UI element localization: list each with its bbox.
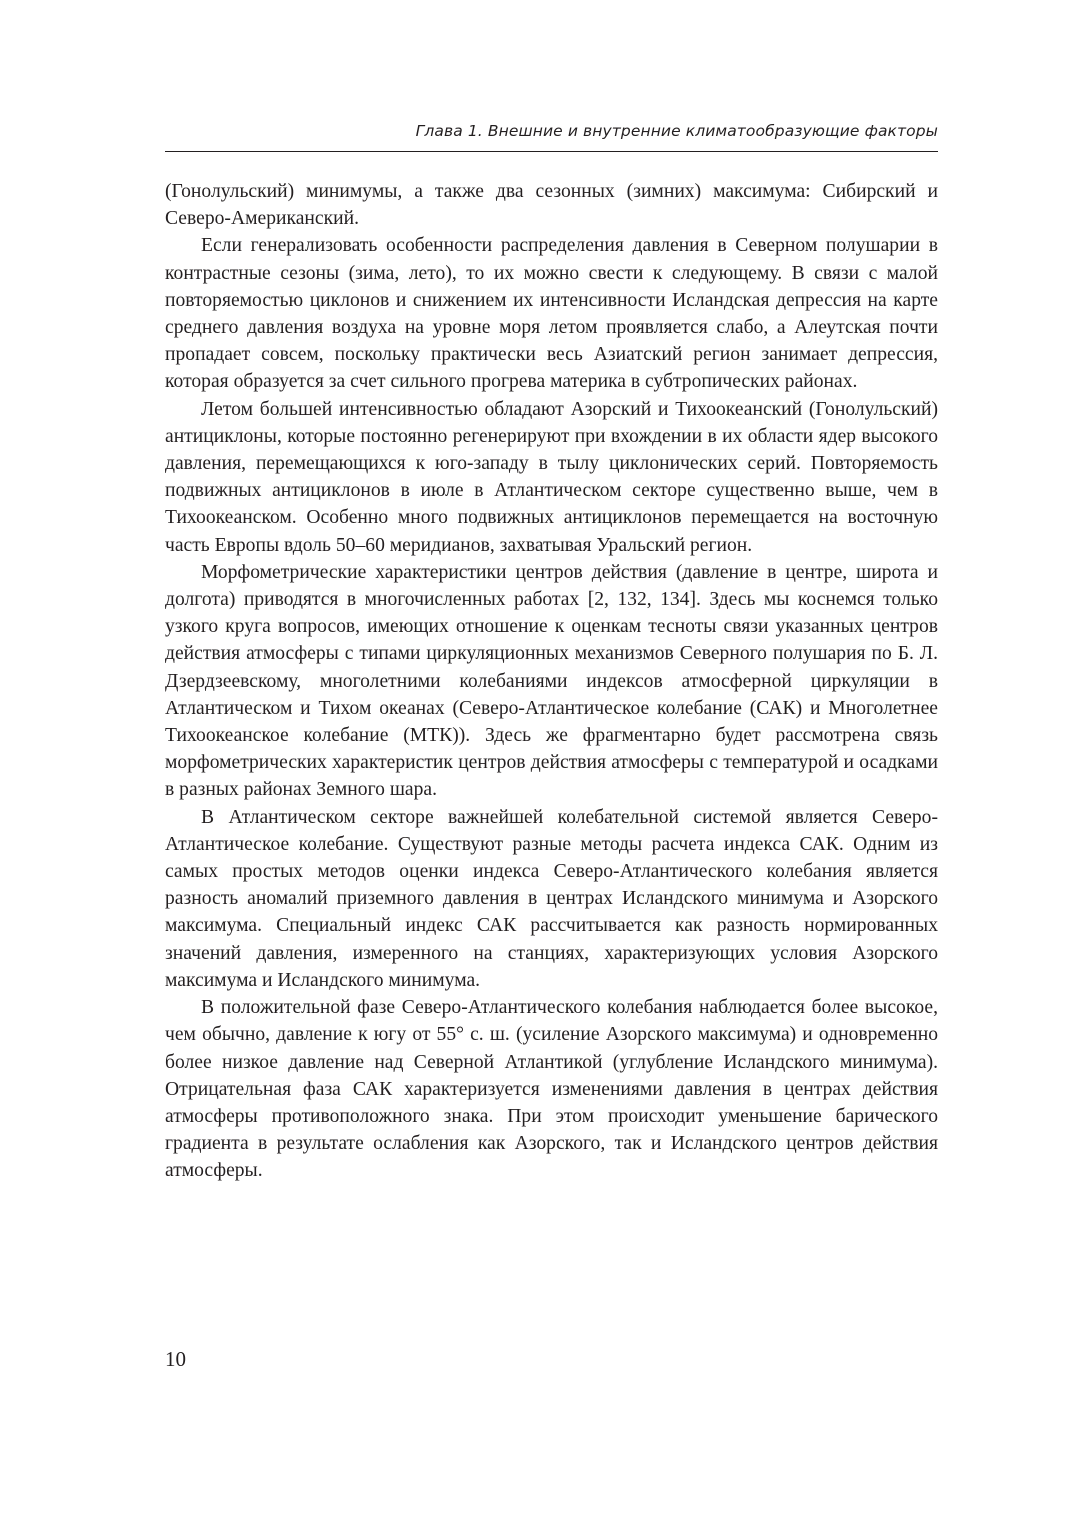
paragraph-nao-phases: В положительной фазе Северо-Атлантического колебания наблюдается более высокое, чем обычно, давление к югу от 55° с. ш. (усиление Азорского максимума) и одновременно более низкое давление над Северной Атлантикой (углубление Исландского минимума). Отрицательная фаза САК характеризуется изменениями давления в центрах действия атмосферы противоположного знака. При этом происходит уменьшение барического градиента в результате ослабления как Азорского, так и Исландского центров действия атмосферы. [165, 997, 938, 1182]
body-text [165, 178, 938, 1185]
header-rule [165, 151, 938, 152]
paragraph-morphometric-characteristics: Морфометрические характеристики центров действия (давление в центре, широта и долгота) приводятся в многочисленных работах [2, 132, 134]. Здесь мы коснемся только узкого круга вопросов, имеющих отношение к оценкам тесноты связи указанных центров действия атмосферы с типами циркуляционных механизмов Северного полушария по Б. Л. Дзердзеевскому, многолетними колебаниями индексов атмосферной циркуляции в Атлантическом и Тихом океанах (Северо-Атлантическое колебание (САК) и Многолетнее Тихоокеанское колебание (МТК)). Здесь же фрагментарно будет рассмотрена связь морфометрических характеристик центров действия атмосферы с температурой и осадками в разных районах Земного шара. [165, 561, 938, 801]
page-number: 10 [165, 1347, 186, 1371]
paragraph-pressure-generalization: Если генерализовать особенности распределения давления в Северном полушарии в контрастные сезоны (зима, лето), то их можно свести к следующему. В связи с малой повторяемостью циклонов и снижением их интенсивности Исландская депрессия на карте среднего давления воздуха на уровне моря летом проявляется слабо, а Алеутская почти пропадает совсем, поскольку практически весь Азиатский регион занимает депрессия, которая образуется за счет сильного прогрева материка в субтропических районах. [165, 235, 938, 393]
paragraph-nao-index: В Атлантическом секторе важнейшей колебательной системой является Северо-Атлантическое колебание. Существуют разные методы расчета индекса САК. Одним из самых простых методов оценки индекса Северо-Атлантического колебания является разность аномалий приземного давления в центрах Исландского минимума и Азорского максимума. Специальный индекс САК рассчитывается как разность нормированных значений давления, измеренного на станциях, характеризующих условия Азорского максимума и Исландского минимума. [165, 806, 938, 991]
running-head-title: Глава 1. Внешние и внутренние климатообразующие факторы [415, 122, 938, 140]
paragraph-summer-anticyclones: Летом большей интенсивностью обладают Азорский и Тихоокеанский (Гонолульский) антициклоны, которые постоянно регенерируют при вхождении в их области ядер высокого давления, перемещающихся к юго-западу в тылу циклонических серий. Повторяемость подвижных антициклонов в июле в Атлантическом секторе существенно выше, чем в Тихоокеанском. Особенно много подвижных антициклонов перемещается на восточную часть Европы вдоль 50–60 меридианов, захватывая Уральский регион. [165, 398, 938, 556]
paragraph-continued: (Гонолульский) минимумы, а также два сезонных (зимних) максимума: Сибирский и Северо-Американский. [165, 181, 938, 230]
